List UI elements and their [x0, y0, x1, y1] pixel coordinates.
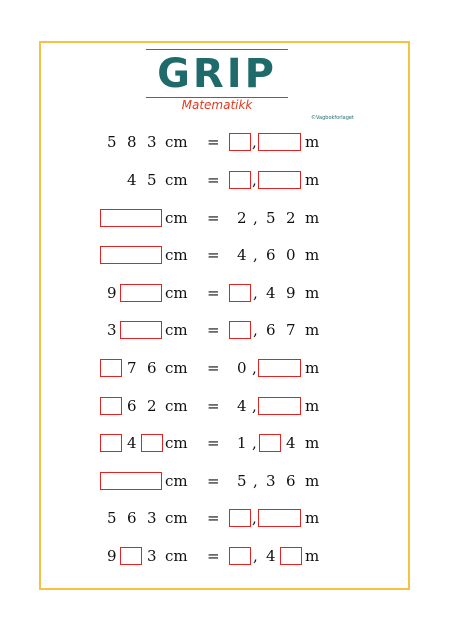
- cm-digit: 3: [147, 547, 157, 565]
- equals-sign: =: [207, 133, 220, 151]
- answer-box[interactable]: [229, 321, 251, 339]
- answer-box[interactable]: [100, 397, 122, 415]
- decimal-comma: ,: [252, 509, 257, 527]
- m-unit: m: [305, 397, 320, 415]
- cm-digit: 9: [107, 284, 117, 302]
- cm-unit: cm: [165, 133, 188, 151]
- answer-box[interactable]: [100, 359, 122, 377]
- logo-title: GRIP: [157, 51, 277, 97]
- cm-digit: 3: [147, 509, 157, 527]
- answer-box[interactable]: [120, 284, 162, 302]
- m-unit: m: [305, 133, 320, 151]
- equals-sign: =: [207, 246, 220, 264]
- m-digit: 0: [286, 246, 296, 264]
- decimal-comma: ,: [253, 209, 258, 227]
- m-digit: 4: [237, 397, 247, 415]
- decimal-comma: ,: [253, 284, 258, 302]
- m-digit: 0: [237, 359, 247, 377]
- exercise-row-9: [0, 432, 455, 454]
- cm-digit: 9: [107, 547, 117, 565]
- answer-box[interactable]: [229, 284, 251, 302]
- m-unit: m: [305, 434, 320, 452]
- equals-sign: =: [207, 509, 220, 527]
- cm-digit: 5: [107, 509, 117, 527]
- exercise-row-11: [0, 507, 455, 529]
- equals-sign: =: [207, 397, 220, 415]
- m-digit: 1: [237, 434, 247, 452]
- cm-unit: cm: [165, 171, 188, 189]
- answer-box[interactable]: [259, 434, 281, 452]
- exercise-row-10: [0, 470, 455, 492]
- exercise-row-12: [0, 545, 455, 567]
- decimal-comma: ,: [253, 246, 258, 264]
- cm-unit: cm: [165, 472, 188, 490]
- cm-digit: 4: [127, 171, 137, 189]
- cm-digit: 5: [147, 171, 157, 189]
- cm-unit: cm: [165, 209, 188, 227]
- cm-unit: cm: [165, 397, 188, 415]
- exercise-row-5: [0, 282, 455, 304]
- logo-top-rule: [146, 49, 288, 50]
- equals-sign: =: [207, 284, 220, 302]
- exercise-row-6: [0, 319, 455, 341]
- exercise-row-7: [0, 357, 455, 379]
- m-digit: 4: [266, 547, 276, 565]
- cm-digit: 3: [107, 321, 117, 339]
- m-unit: m: [305, 209, 320, 227]
- cm-digit: 2: [147, 397, 157, 415]
- exercise-row-2: [0, 169, 455, 191]
- m-unit: m: [305, 359, 320, 377]
- cm-digit: 6: [127, 509, 137, 527]
- answer-box[interactable]: [258, 509, 301, 527]
- decimal-comma: ,: [252, 133, 257, 151]
- m-digit: 2: [286, 209, 296, 227]
- m-digit: 5: [266, 209, 276, 227]
- m-unit: m: [305, 284, 320, 302]
- m-unit: m: [305, 472, 320, 490]
- decimal-comma: ,: [253, 321, 258, 339]
- m-digit: 5: [237, 472, 247, 490]
- answer-box[interactable]: [229, 171, 251, 189]
- answer-box[interactable]: [229, 509, 251, 527]
- cm-digit: 7: [127, 359, 137, 377]
- cm-unit: cm: [165, 509, 188, 527]
- cm-unit: cm: [165, 547, 188, 565]
- m-digit: 4: [266, 284, 276, 302]
- answer-box[interactable]: [100, 472, 162, 490]
- equals-sign: =: [207, 472, 220, 490]
- answer-box[interactable]: [280, 547, 302, 565]
- exercise-row-4: [0, 244, 455, 266]
- decimal-comma: ,: [253, 547, 258, 565]
- cm-digit: 5: [107, 133, 117, 151]
- answer-box[interactable]: [229, 133, 251, 151]
- cm-digit: 8: [127, 133, 137, 151]
- m-digit: 7: [286, 321, 296, 339]
- m-unit: m: [305, 246, 320, 264]
- m-digit: 2: [237, 209, 247, 227]
- m-digit: 6: [266, 246, 276, 264]
- answer-box[interactable]: [100, 434, 122, 452]
- cm-digit: 6: [147, 359, 157, 377]
- m-digit: 3: [266, 472, 276, 490]
- answer-box[interactable]: [258, 133, 301, 151]
- equals-sign: =: [207, 434, 220, 452]
- m-unit: m: [305, 171, 320, 189]
- m-digit: 4: [237, 246, 247, 264]
- publisher-credit: ©Vagbokforlaget: [311, 115, 354, 121]
- exercise-row-8: [0, 395, 455, 417]
- m-unit: m: [305, 321, 320, 339]
- cm-digit: 3: [147, 133, 157, 151]
- decimal-comma: ,: [253, 472, 258, 490]
- cm-digit: 6: [127, 397, 137, 415]
- decimal-comma: ,: [252, 171, 257, 189]
- decimal-comma: ,: [252, 397, 257, 415]
- cm-digit: 4: [127, 434, 137, 452]
- answer-box[interactable]: [258, 171, 301, 189]
- cm-unit: cm: [165, 246, 188, 264]
- answer-box[interactable]: [258, 359, 301, 377]
- answer-box[interactable]: [120, 321, 162, 339]
- cm-unit: cm: [165, 434, 188, 452]
- logo-subtitle: Matematikk: [181, 98, 253, 112]
- cm-unit: cm: [165, 359, 188, 377]
- m-digit: 6: [286, 472, 296, 490]
- equals-sign: =: [207, 547, 220, 565]
- equals-sign: =: [207, 171, 220, 189]
- m-digit: 4: [286, 434, 296, 452]
- m-unit: m: [305, 509, 320, 527]
- exercise-row-3: [0, 207, 455, 229]
- equals-sign: =: [207, 321, 220, 339]
- answer-box[interactable]: [100, 209, 162, 227]
- m-digit: 6: [266, 321, 276, 339]
- m-unit: m: [305, 547, 320, 565]
- exercise-row-1: [0, 131, 455, 153]
- decimal-comma: ,: [252, 359, 257, 377]
- cm-unit: cm: [165, 284, 188, 302]
- m-digit: 9: [286, 284, 296, 302]
- answer-box[interactable]: [258, 397, 301, 415]
- cm-unit: cm: [165, 321, 188, 339]
- equals-sign: =: [207, 359, 220, 377]
- decimal-comma: ,: [252, 434, 257, 452]
- answer-box[interactable]: [141, 434, 163, 452]
- answer-box[interactable]: [100, 246, 162, 264]
- answer-box[interactable]: [120, 547, 142, 565]
- answer-box[interactable]: [229, 547, 251, 565]
- equals-sign: =: [207, 209, 220, 227]
